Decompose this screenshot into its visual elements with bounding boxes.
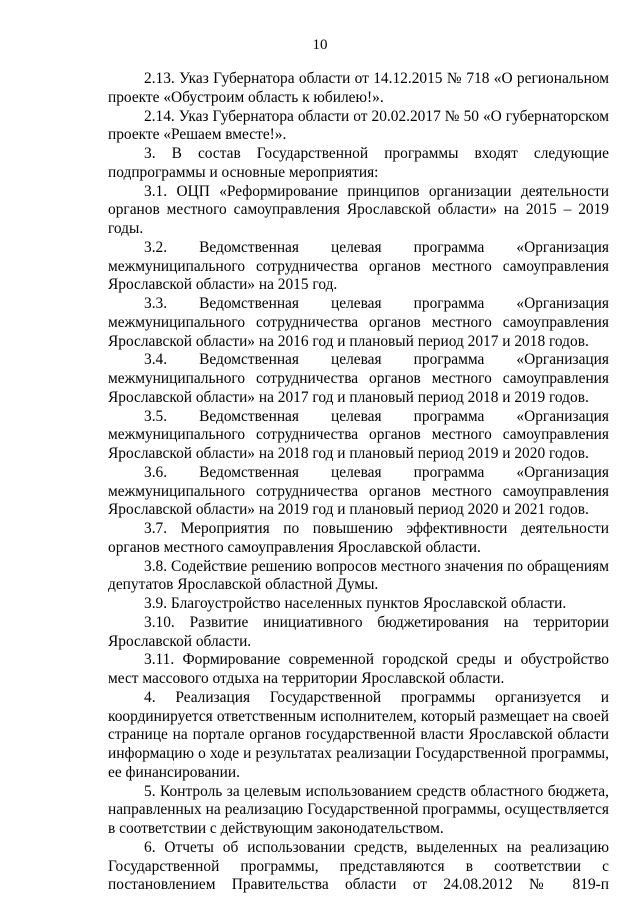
paragraph-3-11: 3.11. Формирование современной городской среды и обустройство мест массового отдыха на территории Ярославской области. [108,651,609,687]
paragraph-3-5: 3.5. Ведомственная целевая программа «Организация межмуниципального сотрудничества органов местного самоуправления Ярославской области» на 2018 год и плановый период 2019 и 2020 годов. [108,407,609,462]
paragraph-2-14: 2.14. Указ Губернатора области от 20.02.2017 № 50 «О губернаторском проекте «Решаем вместе!». [108,107,609,144]
paragraph-3-2: 3.2. Ведомственная целевая программа «Организация межмуниципального сотрудничества органов местного самоуправления Ярославской области» на 2015 год. [108,238,609,294]
paragraph-3-3: 3.3. Ведомственная целевая программа «Организация межмуниципального сотрудничества органов местного самоуправления Ярославской области» на 2016 год и плановый период 2017 и 2018 годов. [108,295,609,350]
paragraph-3-8: 3.8. Содействие решению вопросов местного значения по обращениям депутатов Ярославской областной Думы. [108,557,609,594]
page-number: 10 [312,37,328,53]
paragraph-3-9: 3.9. Благоустройство населенных пунктов Ярославской области. [144,595,567,612]
paragraph-3-10: 3.10. Развитие инициативного бюджетирования на территории Ярославской области. [108,613,609,650]
paragraph-3-4: 3.4. Ведомственная целевая программа «Организация межмуниципального сотрудничества органов местного самоуправления Ярославской области» на 2017 год и плановый период 2018 и 2019 годов. [108,351,609,406]
paragraph-3-1: 3.1. ОЦП «Реформирование принципов организации деятельности органов местного самоуправления Ярославской области» на 2015 – 2019 годы. [108,182,609,237]
document-body [108,70,609,895]
paragraph-5: 5. Контроль за целевым использованием средств областного бюджета, направленных на реализацию Государственной программы, осуществляется в соответствии с действующим законодательством. [108,782,609,837]
paragraph-3-7: 3.7. Мероприятия по повышению эффективности деятельности органов местного самоуправления Ярославской области. [108,520,609,556]
paragraph-3-6: 3.6. Ведомственная целевая программа «Организация межмуниципального сотрудничества органов местного самоуправления Ярославской области» на 2019 год и плановый период 2020 и 2021 годов. [108,463,609,519]
paragraph-4: 4. Реализация Государственной программы организуется и координируется ответственным исполнителем, который размещает на своей странице на портале органов государственной власти Ярославской области информацию о ходе и результатах реализации Государственной программы, ее финансировании. [108,688,609,781]
paragraph-6: 6. Отчеты об использовании средств, выделенных на реализацию Государственной программы, представляются в соответствии с постановлением Правительства области от 24.08.2012 № 819-п [108,838,609,894]
paragraph-3: 3. В состав Государственной программы входят следующие подпрограммы и основные мероприятия: [108,145,609,181]
paragraph-2-13: 2.13. Указ Губернатора области от 14.12.2015 № 718 «О региональном проекте «Обустроим область к юбилею!». [108,70,609,106]
